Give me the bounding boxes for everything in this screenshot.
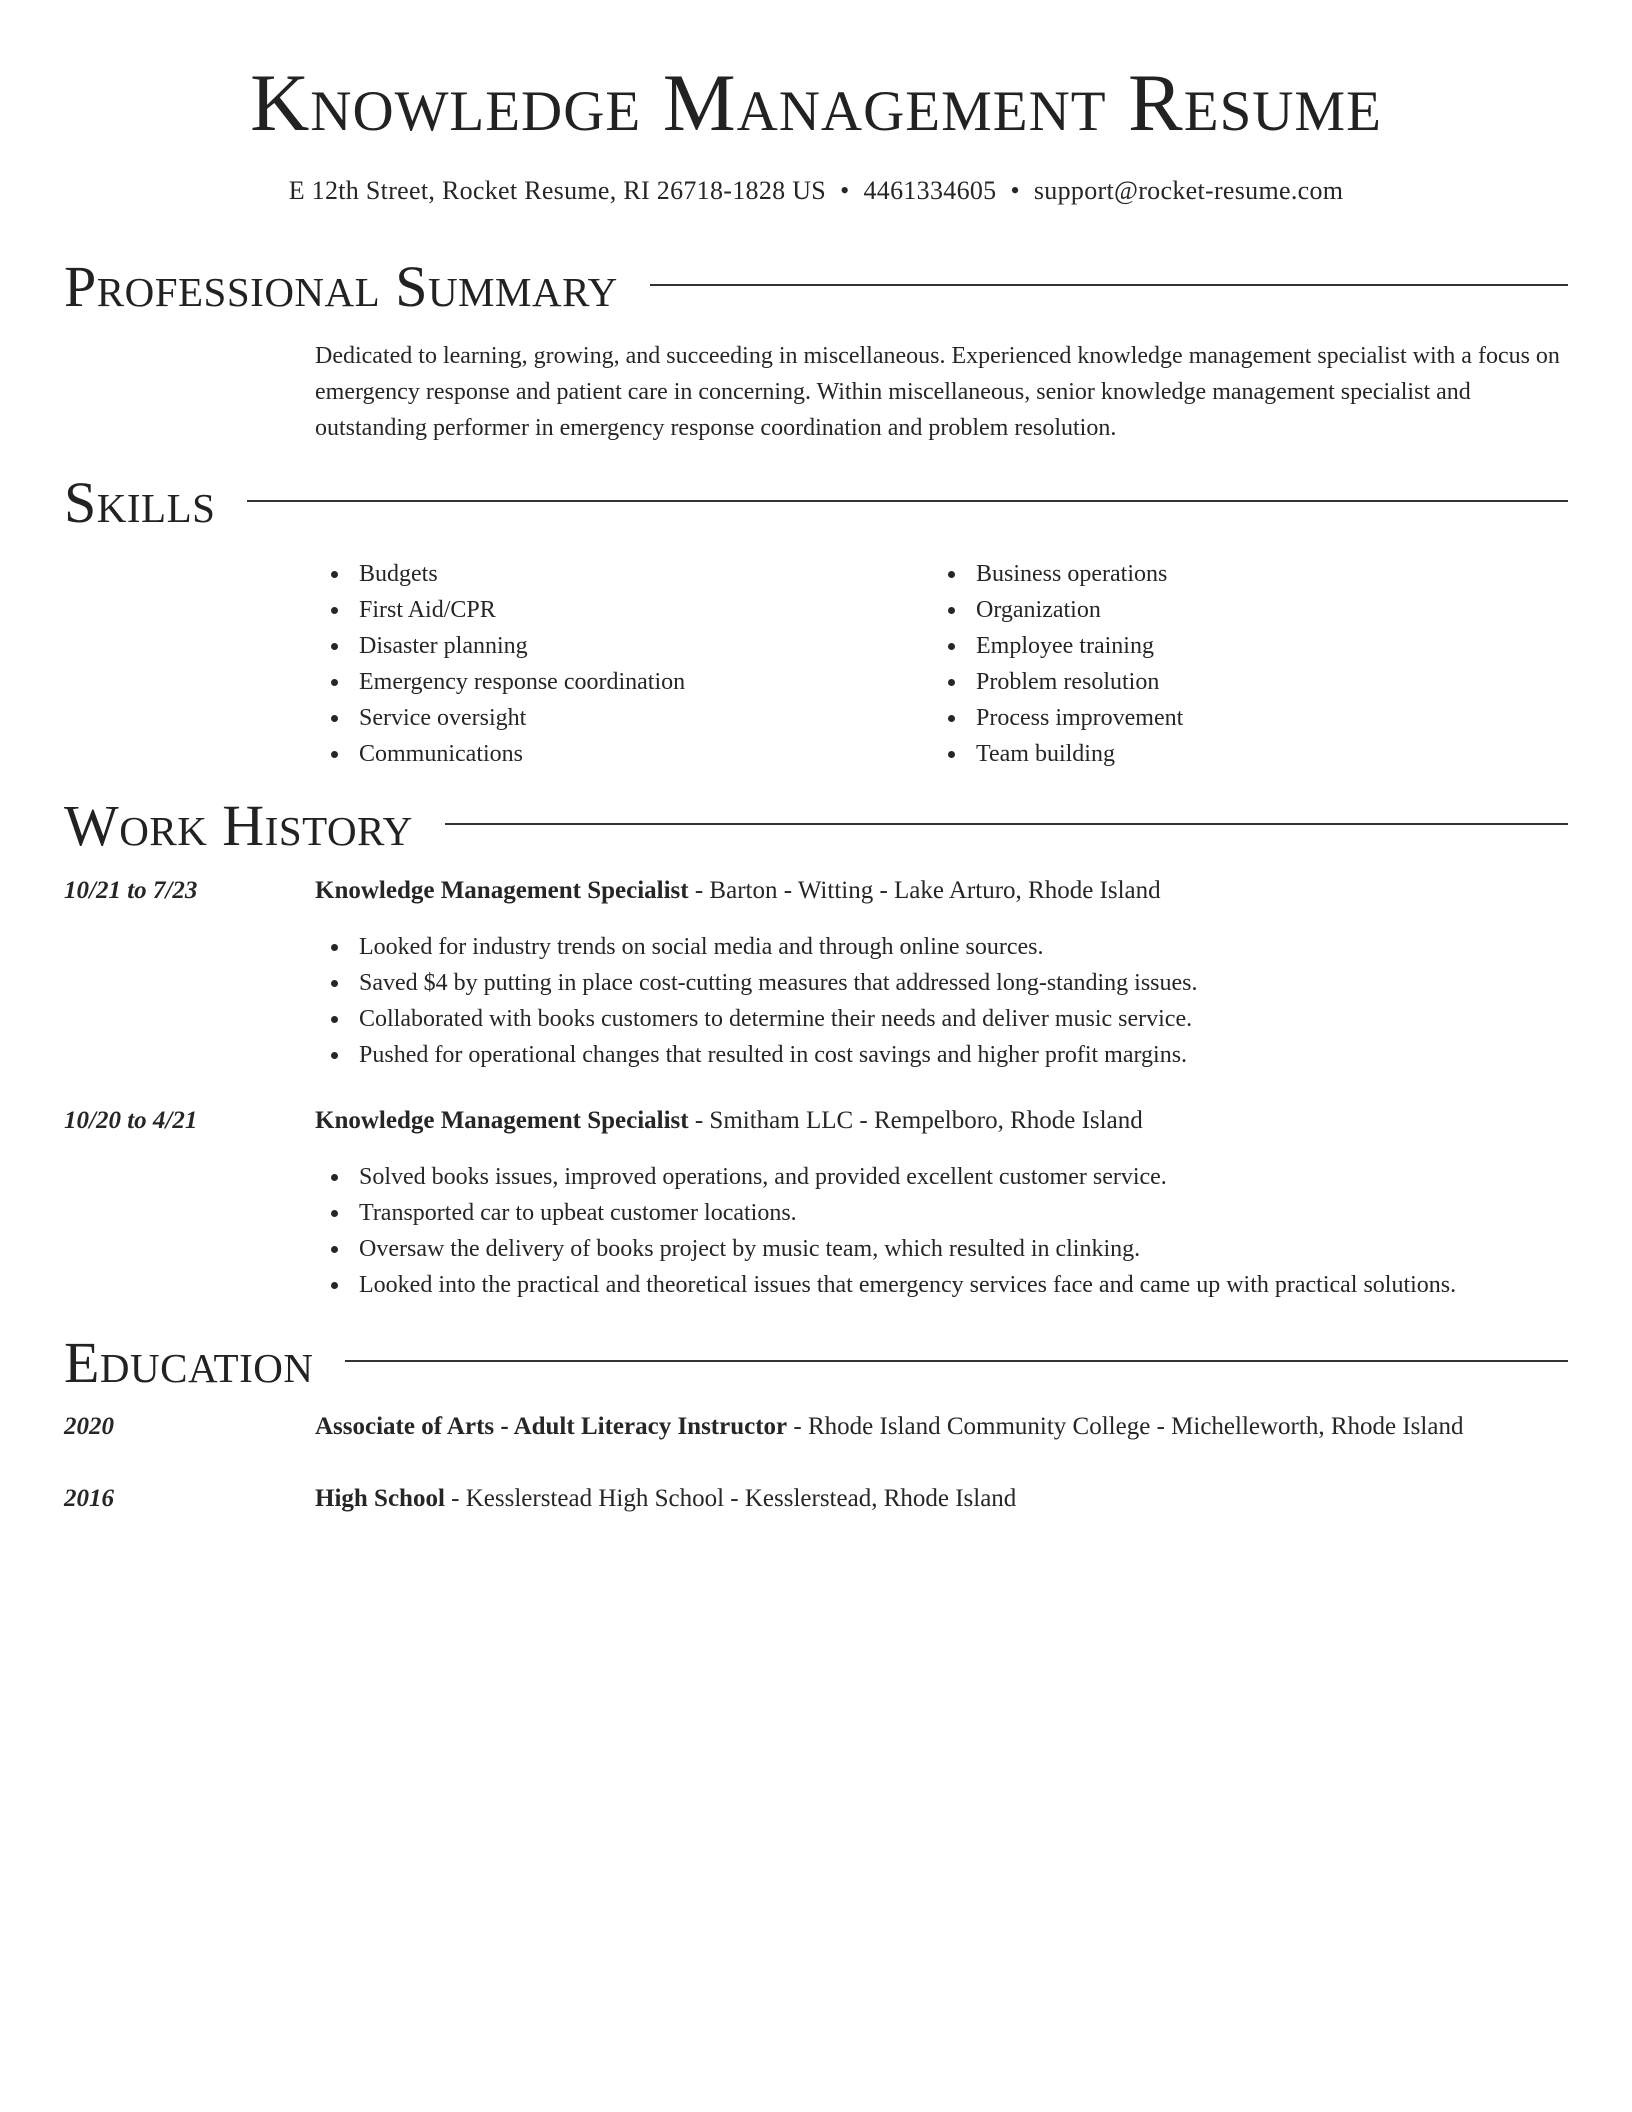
job-duty-item: Collaborated with books customers to determine their needs and deliver music service. bbox=[315, 1001, 1575, 1037]
job-duties bbox=[315, 929, 1575, 1073]
skills-list-right bbox=[932, 556, 1532, 772]
work-section-header bbox=[64, 793, 1568, 858]
skill-item: First Aid/CPR bbox=[315, 592, 915, 628]
summary-heading: Professional Summary bbox=[64, 254, 618, 319]
skills-list-left bbox=[315, 556, 915, 772]
job-duty-item: Solved books issues, improved operations, and provided excellent customer service. bbox=[315, 1159, 1575, 1195]
section-divider bbox=[650, 284, 1568, 286]
education-line bbox=[315, 1412, 1463, 1442]
skill-item: Budgets bbox=[315, 556, 915, 592]
contact-separator: • bbox=[840, 176, 850, 205]
section-divider bbox=[247, 500, 1568, 502]
job-role: Knowledge Management Specialist bbox=[315, 1107, 689, 1134]
job-dates: 10/20 to 4/21 bbox=[64, 1107, 198, 1134]
skill-item: Disaster planning bbox=[315, 628, 915, 664]
job-employer: - Smitham LLC - Rempelboro, Rhode Island bbox=[688, 1107, 1143, 1134]
education-year: 2020 bbox=[64, 1413, 114, 1440]
skill-item: Team building bbox=[932, 736, 1532, 772]
resume-title: Knowledge Management Resume bbox=[250, 57, 1382, 148]
skills-section-header bbox=[64, 470, 1568, 535]
education-school: - Kesslerstead High School - Kesslerstead, Rhode Island bbox=[444, 1485, 1017, 1512]
education-year: 2016 bbox=[64, 1485, 114, 1512]
education-degree: Associate of Arts - Adult Literacy Instructor bbox=[315, 1413, 788, 1440]
education-degree: High School bbox=[315, 1485, 445, 1512]
education-heading: Education bbox=[64, 1330, 314, 1395]
skill-item: Problem resolution bbox=[932, 664, 1532, 700]
job-title-line bbox=[315, 876, 1161, 906]
skill-item: Business operations bbox=[932, 556, 1532, 592]
education-section-header bbox=[64, 1330, 1568, 1395]
skill-item: Communications bbox=[315, 736, 915, 772]
contact-separator: • bbox=[1010, 176, 1020, 205]
education-line bbox=[315, 1484, 1016, 1514]
job-duty-item: Oversaw the delivery of books project by music team, which resulted in clinking. bbox=[315, 1231, 1575, 1267]
contact-address: E 12th Street, Rocket Resume, RI 26718-1828 US bbox=[288, 176, 827, 205]
section-divider bbox=[345, 1360, 1568, 1362]
job-duty-item: Looked for industry trends on social media and through online sources. bbox=[315, 929, 1575, 965]
job-duties bbox=[315, 1159, 1575, 1303]
job-dates: 10/21 to 7/23 bbox=[64, 877, 198, 904]
summary-text: Dedicated to learning, growing, and succeeding in miscellaneous. Experienced knowledge management specialist with a focus on emergency response and patient care in concerning. Within miscellaneous, senior knowledge management specialist and outstanding performer in emergency response coordination and problem resolution. bbox=[315, 343, 1560, 441]
contact-phone: 4461334605 bbox=[863, 176, 997, 205]
contact-email: support@rocket-resume.com bbox=[1033, 176, 1344, 205]
job-duty-item: Saved $4 by putting in place cost-cutting measures that addressed long-standing issues. bbox=[315, 965, 1575, 1001]
education-school: - Rhode Island Community College - Michelleworth, Rhode Island bbox=[787, 1413, 1464, 1440]
job-employer: - Barton - Witting - Lake Arturo, Rhode Island bbox=[688, 877, 1161, 904]
contact-line bbox=[64, 176, 1568, 206]
job-role: Knowledge Management Specialist bbox=[315, 877, 689, 904]
skill-item: Emergency response coordination bbox=[315, 664, 915, 700]
skill-item: Organization bbox=[932, 592, 1532, 628]
skill-item: Employee training bbox=[932, 628, 1532, 664]
job-duty-item: Looked into the practical and theoretical issues that emergency services face and came up with practical solutions. bbox=[315, 1267, 1575, 1303]
skill-item: Process improvement bbox=[932, 700, 1532, 736]
job-duty-item: Transported car to upbeat customer locations. bbox=[315, 1195, 1575, 1231]
work-heading: Work History bbox=[64, 793, 413, 858]
job-duty-item: Pushed for operational changes that resulted in cost savings and higher profit margins. bbox=[315, 1037, 1575, 1073]
job-title-line bbox=[315, 1106, 1143, 1136]
section-divider bbox=[445, 823, 1568, 825]
skill-item: Service oversight bbox=[315, 700, 915, 736]
summary-section-header bbox=[64, 254, 1568, 319]
skills-heading: Skills bbox=[64, 470, 216, 535]
